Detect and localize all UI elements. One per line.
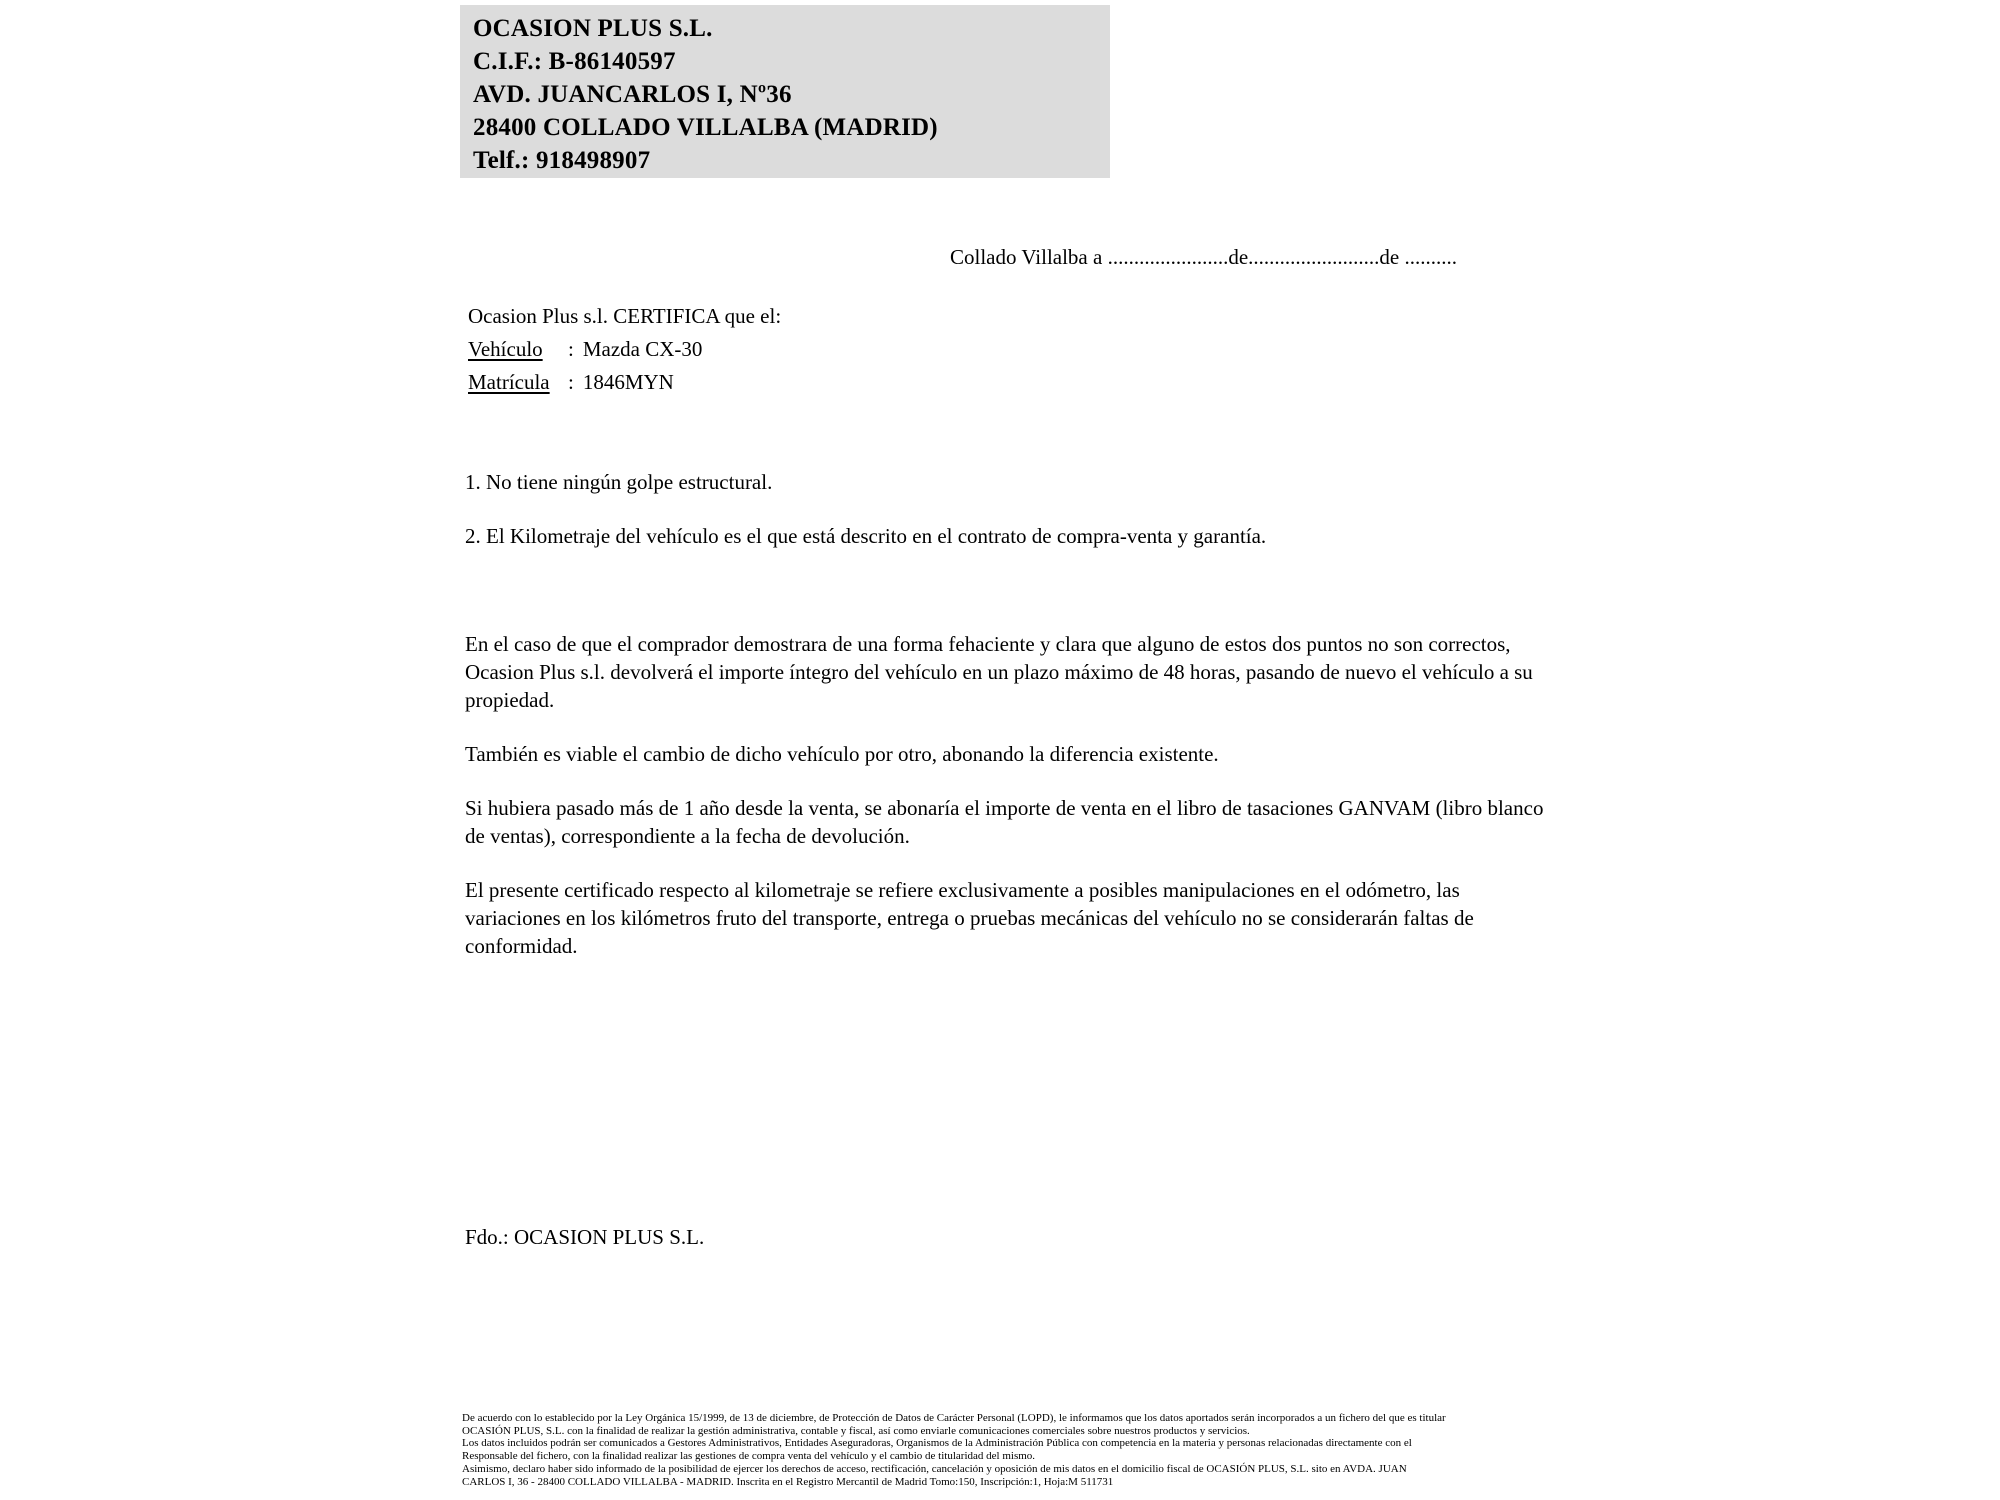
point-2: 2. El Kilometraje del vehículo es el que está descrito en el contrato de compra-venta y garantía. (465, 524, 1267, 548)
paragraph-exchange: También es viable el cambio de dicho vehículo por otro, abonando la diferencia existente. (465, 742, 1219, 766)
company-header-box (460, 5, 1110, 178)
vehicle-field (468, 333, 781, 366)
certification-block (468, 300, 781, 399)
vehicle-separator: : (568, 337, 574, 361)
vehicle-label: Vehículo (468, 337, 543, 361)
vehicle-value: Mazda CX-30 (582, 337, 703, 361)
signature-line: Fdo.: OCASION PLUS S.L. (465, 1225, 705, 1249)
company-phone: Telf.: 918498907 (473, 147, 651, 174)
certified-points (465, 468, 1545, 550)
plate-field (468, 366, 781, 399)
certification-intro: Ocasion Plus s.l. CERTIFICA que el: (468, 304, 782, 328)
plate-label: Matrícula (468, 370, 550, 394)
legal-line-6: CARLOS I, 36 - 28400 COLLADO VILLALBA - MADRID. Inscrita en el Registro Mercantil de Madrid Tomo:150, Inscripción:1, Hoja:M 511731 (462, 1475, 1114, 1488)
point-1: 1. No tiene ningún golpe estructural. (465, 470, 773, 494)
paragraph-odometer: El presente certificado respecto al kilometraje se refiere exclusivamente a posibles manipulaciones en el odómetro, las variaciones en los kilómetros fruto del transporte, entrega o pruebas mecánicas del vehículo no se considerarán faltas de conformidad. (465, 878, 1474, 958)
company-city: 28400 COLLADO VILLALBA (MADRID) (473, 114, 938, 141)
body-paragraphs (465, 630, 1545, 960)
plate-separator: : (568, 370, 574, 394)
paragraph-refund: En el caso de que el comprador demostrara de una forma fehaciente y clara que alguno de estos dos puntos no son correctos, Ocasion Plus s.l. devolverá el importe íntegro del vehículo en un plazo máximo de 48 horas, pasando de nuevo el vehículo a su propiedad. (465, 632, 1533, 712)
paragraph-ganvam: Si hubiera pasado más de 1 año desde la venta, se abonaría el importe de venta en el libro de tasaciones GANVAM (libro blanco de ventas), correspondiente a la fecha de devolución. (465, 796, 1544, 848)
legal-footer (462, 1412, 1572, 1488)
date-line: Collado Villalba a .......................de.........................de .......... (950, 245, 1457, 269)
company-name: OCASION PLUS S.L. (473, 15, 713, 42)
company-cif: C.I.F.: B-86140597 (473, 48, 676, 75)
legal-line-3: Los datos incluidos podrán ser comunicados a Gestores Administrativos, Entidades Aseguradoras, Organismos de la Administración Pública con competencia en la materia y personas relacionadas directamente con el (462, 1437, 1412, 1450)
legal-line-5: Asimismo, declaro haber sido informado de la posibilidad de ejercer los derechos de acceso, rectificación, cancelación y oposición de mis datos en el domicilio fiscal de OCASIÓN PLUS, S.L. sito en AVDA. JUAN (462, 1462, 1407, 1475)
company-address: AVD. JUANCARLOS I, Nº36 (473, 81, 792, 108)
legal-line-4: Responsable del fichero, con la finalidad realizar las gestiones de compra venta del vehículo y el cambio de titularidad del mismo. (462, 1450, 1036, 1463)
legal-line-2: OCASIÓN PLUS, S.L. con la finalidad de realizar la gestión administrativa, contable y fiscal, así como enviarle comunicaciones comerciales sobre nuestros productos y servicios. (462, 1424, 1250, 1437)
legal-line-1: De acuerdo con lo establecido por la Ley Orgánica 15/1999, de 13 de diciembre, de Protección de Datos de Carácter Personal (LOPD), le informamos que los datos aportados serán incorporados a un fichero del que es titular (462, 1412, 1446, 1424)
plate-value: 1846MYN (582, 370, 674, 394)
